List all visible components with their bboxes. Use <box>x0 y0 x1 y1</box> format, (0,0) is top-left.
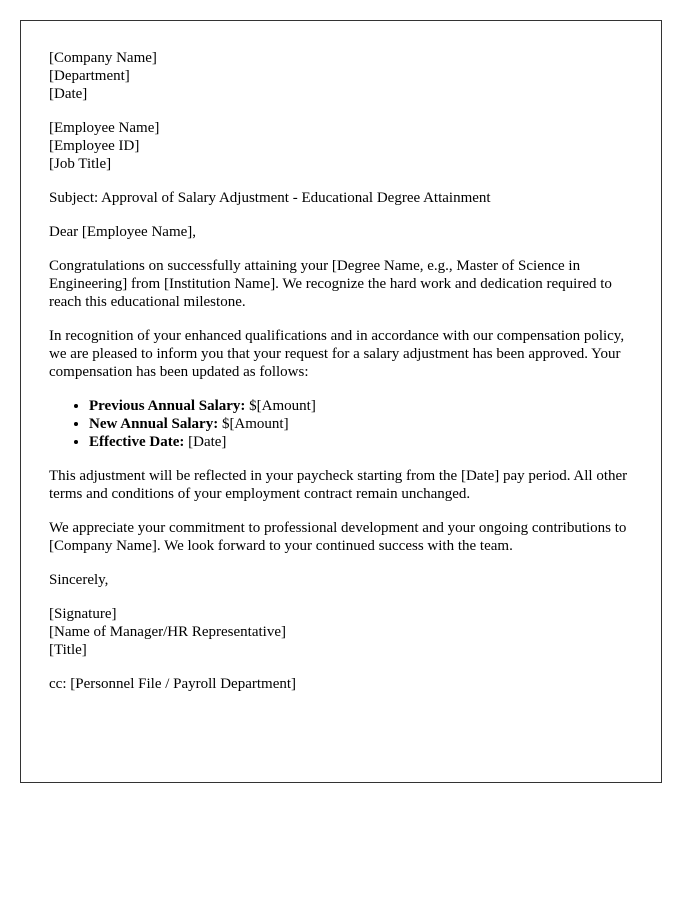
detail-value: $[Amount] <box>218 416 289 432</box>
cc-line: cc: [Personnel File / Payroll Department] <box>49 676 297 692</box>
subject-line: Subject: Approval of Salary Adjustment - Educational Degree Attainment <box>49 190 491 206</box>
job-title: [Job Title] <box>49 156 112 172</box>
company-name: [Company Name] <box>49 50 157 66</box>
detail-value: $[Amount] <box>245 398 316 414</box>
closing: Sincerely, <box>49 572 109 588</box>
employee-name: [Employee Name] <box>49 120 160 136</box>
detail-value: [Date] <box>184 434 227 450</box>
letter <box>20 20 662 783</box>
salutation: Dear [Employee Name], <box>49 224 197 240</box>
detail-label: Effective Date: <box>89 434 185 450</box>
signer-name: [Name of Manager/HR Representative] <box>49 624 286 640</box>
department: [Department] <box>49 68 130 84</box>
sender-block <box>49 49 633 103</box>
detail-label: Previous Annual Salary: <box>89 398 246 414</box>
list-item <box>89 415 633 433</box>
detail-label: New Annual Salary: <box>89 416 219 432</box>
salary-details-list <box>49 397 633 451</box>
body-paragraph: In recognition of your enhanced qualifications and in accordance with our compensation policy, we are pleased to inform you that your request for a salary adjustment has been approved. Your compensation has been updated as follows: <box>49 328 625 380</box>
body-paragraph: We appreciate your commitment to professional development and your ongoing contributions to [Company Name]. We look forward to your continued success with the team. <box>49 520 627 554</box>
signature-block <box>49 605 633 659</box>
body-paragraph: This adjustment will be reflected in your paycheck starting from the [Date] pay period. All other terms and conditions of your employment contract remain unchanged. <box>49 468 628 502</box>
date: [Date] <box>49 86 88 102</box>
employee-id: [Employee ID] <box>49 138 140 154</box>
signer-title: [Title] <box>49 642 87 658</box>
body-paragraph: Congratulations on successfully attaining your [Degree Name, e.g., Master of Science in Engineering] from [Institution Name]. We recognize the hard work and dedication required to reach this educational milestone. <box>49 258 612 310</box>
signature: [Signature] <box>49 606 117 622</box>
recipient-block <box>49 119 633 173</box>
list-item <box>89 433 633 451</box>
list-item <box>89 397 633 415</box>
